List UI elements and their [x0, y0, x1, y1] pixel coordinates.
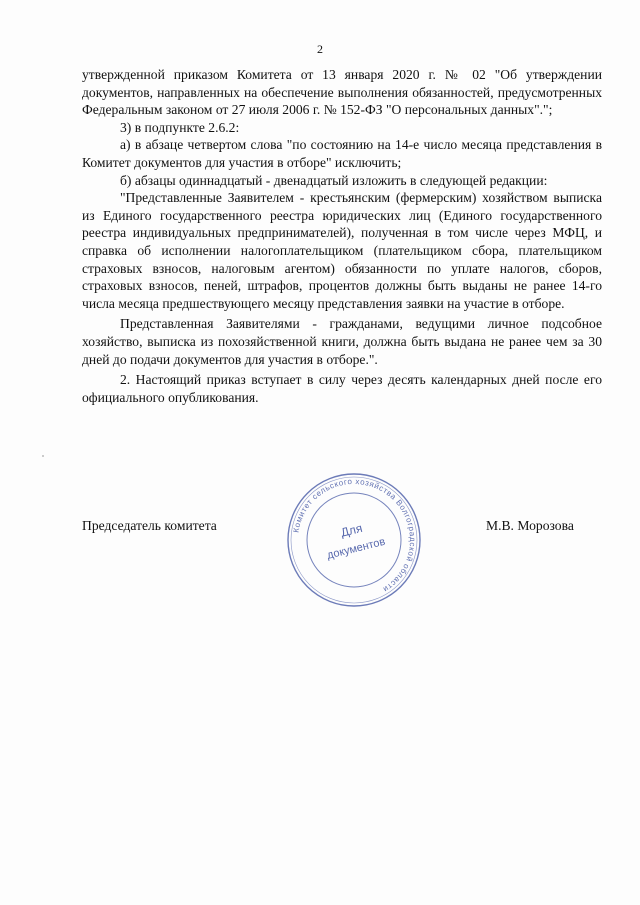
- document-body: [82, 66, 602, 406]
- margin-mark: [42, 455, 44, 457]
- paragraph-quoted-1: "Представленные Заявителем - крестьянским (фермерским) хозяйством выписка из Единого государственного реестра юридических лиц (Единого государственного реестра индивидуальных предпринимателей), полученная в том числе через МФЦ, и справка об исполнении налогоплательщиком (плательщиком сбора, плательщиком страховых взносов, налоговым агентом) обязанности по уплате налогов, сборов, страховых взносов, пеней, штрафов, процентов должны быть выданы не ранее 14-го числа месяца предшествующего месяцу представления заявки на участие в отборе.: [82, 190, 602, 311]
- official-stamp: [284, 470, 424, 610]
- paragraph-clause-2: 2. Настоящий приказ вступает в силу через десять календарных дней после его официального опубликования.: [82, 372, 602, 405]
- page-number: 2: [317, 42, 323, 56]
- stamp-outer-text: Комитет сельского хозяйства Волгоградской области: [291, 476, 418, 595]
- paragraph-item-a: а) в абзаце четвертом слова "по состоянию на 14-е число месяца представления в Комитет документов для участия в отборе" исключить;: [82, 137, 602, 170]
- stamp-center-line-2: документов: [325, 535, 387, 562]
- stamp-center-line-1: Для: [339, 520, 364, 540]
- paragraph-continuation: утвержденной приказом Комитета от 13 января 2020 г. № 02 "Об утверждении документов, направленных на обеспечение выполнения обязанностей, предусмотренных Федеральным законом от 27 июля 2006 г. № 152-ФЗ "О персональных данных".";: [82, 67, 602, 118]
- signatory-name: М.В. Морозова: [486, 518, 574, 533]
- stamp-seal-icon: [284, 470, 424, 610]
- paragraph-quoted-2: Представленная Заявителями - гражданами, ведущими личное подсобное хозяйство, выписка из похозяйственной книги, должна быть выдана не ранее чем за 30 дней до подачи документов для участия в отборе.".: [82, 316, 602, 367]
- paragraph-subclause-3: 3) в подпункте 2.6.2:: [120, 119, 240, 135]
- signatory-title: Председатель комитета: [82, 518, 217, 533]
- paragraph-item-b: б) абзацы одиннадцатый - двенадцатый изложить в следующей редакции:: [120, 172, 548, 188]
